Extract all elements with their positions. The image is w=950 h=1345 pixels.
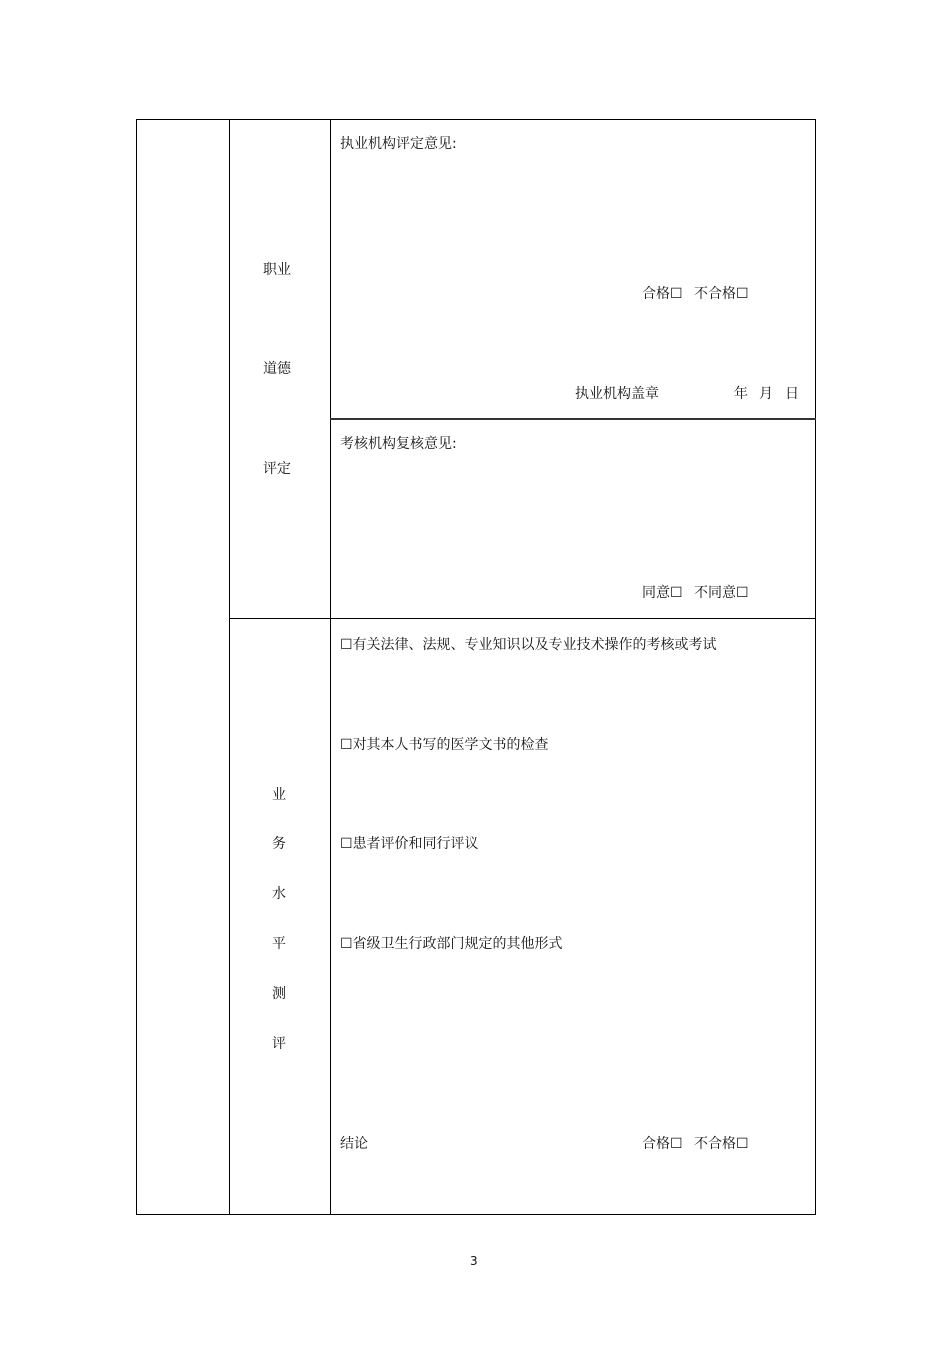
business-label-char-3: 水 [272, 886, 286, 902]
table-top-border [136, 119, 816, 120]
business-label-char-2: 务 [272, 836, 286, 852]
review-agree-option [642, 584, 683, 602]
option-label: 有关法律、法规、专业知识以及专业技术操作的考核或考试 [352, 637, 717, 653]
conclusion-pass-option [642, 1135, 683, 1153]
assessment-option-peer-review [340, 835, 479, 853]
option-checkbox[interactable]: ☐ [340, 737, 353, 753]
option-checkbox[interactable]: ☐ [340, 936, 353, 952]
fail-label: 不合格 [694, 1136, 736, 1152]
institution-fail-option [694, 285, 749, 303]
column-divider-1 [229, 119, 230, 1215]
disagree-checkbox[interactable]: ☐ [736, 585, 749, 601]
institution-opinion-title: 执业机构评定意见: [340, 136, 457, 152]
institution-review-divider [330, 418, 816, 420]
business-label-char-1: 业 [272, 787, 286, 803]
table-left-border [136, 119, 137, 1215]
table-right-border [815, 119, 816, 1215]
agree-label: 同意 [642, 585, 670, 601]
option-checkbox[interactable]: ☐ [340, 637, 353, 653]
table-bottom-border [136, 1214, 816, 1215]
review-disagree-option [694, 584, 749, 602]
date-month-label: 月 [759, 386, 773, 402]
pass-label: 合格 [642, 286, 670, 302]
assessment-option-other-forms [340, 935, 563, 953]
institution-stamp-label: 执业机构盖章 [575, 386, 659, 402]
agree-checkbox[interactable]: ☐ [670, 585, 683, 601]
assessment-option-law-exam [340, 636, 717, 654]
date-day-label: 日 [785, 386, 799, 402]
moral-label-line2: 道德 [263, 361, 291, 377]
page-number: 3 [470, 1254, 478, 1268]
moral-label-line1: 职业 [263, 262, 291, 278]
fail-label: 不合格 [694, 286, 736, 302]
conclusion-fail-option [694, 1135, 749, 1153]
section-divider [229, 618, 816, 619]
option-label: 省级卫生行政部门规定的其他形式 [352, 936, 563, 952]
institution-pass-option [642, 285, 683, 303]
business-label-char-6: 评 [272, 1036, 286, 1052]
assessment-option-document-check [340, 736, 549, 754]
conclusion-label: 结论 [340, 1136, 368, 1152]
option-label: 患者评价和同行评议 [352, 836, 479, 852]
date-year-label: 年 [734, 386, 748, 402]
pass-checkbox[interactable]: ☐ [670, 286, 683, 302]
moral-label-line3: 评定 [263, 461, 291, 477]
disagree-label: 不同意 [694, 585, 736, 601]
column-divider-2 [330, 119, 331, 1215]
business-label-char-5: 测 [272, 986, 286, 1002]
business-label-char-4: 平 [272, 936, 286, 952]
review-opinion-title: 考核机构复核意见: [340, 436, 457, 452]
option-checkbox[interactable]: ☐ [340, 836, 353, 852]
option-label: 对其本人书写的医学文书的检查 [352, 737, 549, 753]
fail-checkbox[interactable]: ☐ [736, 1136, 749, 1152]
pass-checkbox[interactable]: ☐ [670, 1136, 683, 1152]
pass-label: 合格 [642, 1136, 670, 1152]
fail-checkbox[interactable]: ☐ [736, 286, 749, 302]
